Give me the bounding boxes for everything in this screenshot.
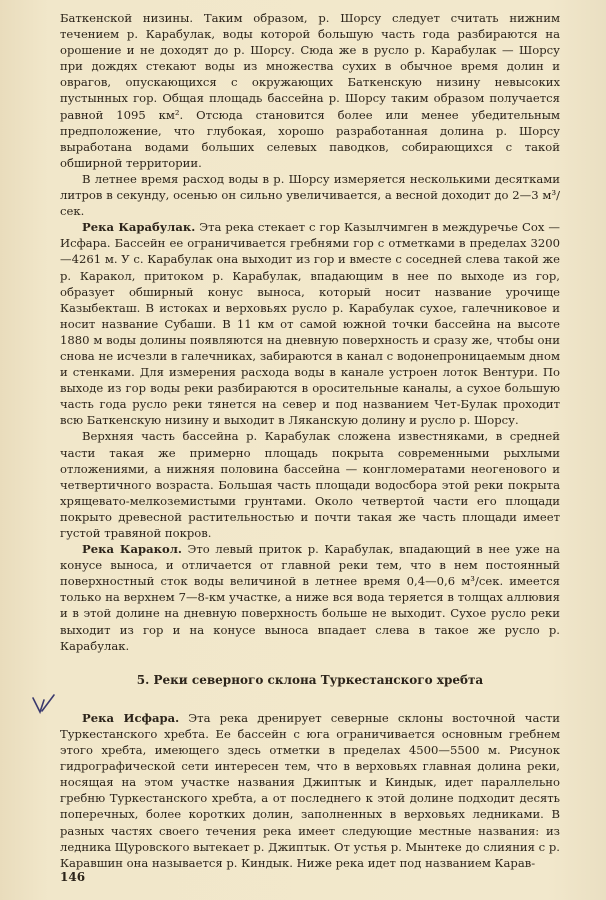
page-number: 146 xyxy=(60,870,86,884)
paragraph-shorsu-2: В летнее время расход воды в р. Шорсу измеряется несколькими десятками литров в секунду, осенью он сильно увеличивается, а весной доходит до 2—3 м³/сек. xyxy=(60,171,560,219)
section-heading: 5. Реки северного склона Туркестанского хребта xyxy=(136,672,484,687)
paragraph-isfara xyxy=(60,710,560,871)
term-isfara: Река Исфара. xyxy=(82,710,180,725)
term-karabulak: Река Карабулак. xyxy=(82,220,196,235)
paragraph-karabulak xyxy=(60,219,560,428)
karabulak-text: Эта река стекает с гор Казылчимген в междуречье Сох — Исфара. Бассейн ее ограничивается гребнями гор с отметками в пределах 3200—4261 м. У с. Карабулак она выходит из гор и вместе с соседней слева такой же р. Каракол, притоком р. Карабулак, впадающим в нее по выходе из гор, образует обширный конус выноса, который носит название урочище Казыбекташ. В истоках и верховьях русло р. Карабулак сухое, галечниковое и носит название Субаши. В 11 км от самой южной точки бассейна на высоте 1880 м воды долины появляются на дневную поверхность и сразу же, чтобы они снова не исчезли в галечниках, забираются в канал с водонепроницаемым дном и стенками. Для измерения расхода воды в канале устроен лоток Вентури. По выходе из гор воды реки разбираются в оросительные каналы, а сухое большую часть года русло реки тянется на север и под названием Чет-Булак проходит всю Баткенскую низину и выходит в Ляканскую долину и русло р. Шорсу. xyxy=(60,220,560,428)
term-karakol: Река Каракол. xyxy=(82,542,182,557)
paragraph-karabulak-geology: Верхняя часть бассейна р. Карабулак сложена известняками, в средней части такая же примерно площадь покрыта современными рыхлыми отложениями, а нижняя половина бассейна — конгломератами неогенового и четвертичного возраста. Большая часть площади водосбора этой реки покрыта хрящевато-мелкоземистыми грунтами. Около четвертой части его площади покрыто древесной растительностью и почти такая же часть площади имеет густой травяной покров. xyxy=(60,429,560,540)
paragraph-shorsu-1: Баткенской низины. Таким образом, р. Шорсу следует считать нижним течением р. Карабулак, воды которой большую часть года разбираются на орошение и не доходят до р. Шорсу. Сюда же в русло р. Карабулак — Шорсу при дождях стекают воды из множества сухих в обычное время долин и оврагов, опускающихся с окружающих Баткенскую низину невысоких пустынных гор. Общая площадь бассейна р. Шорсу таким образом получается равной 1095 км². Отсюда становится более или менее убедительным предположение, что глубокая, хорошо разработанная долина р. Шорсу выработана водами больших селевых паводков, собирающихся с такой обширной территории. xyxy=(60,11,560,170)
paragraph-karakol xyxy=(60,541,560,654)
isfara-text: Эта река дренирует северные склоны восточной части Туркестанского хребта. Ее бассейн с юга ограничивается основным гребнем этого хребта, имеющего здесь отметки в пределах 4500—5500 м. Рисунок гидрографической сети интересен тем, что в верховьях главная долина реки, носящая на этом участке названия Джиптык и Киндык, идет параллельно гребню Туркестанского хребта, а от последнего к этой долине подходит десять поперечных, более коротких долин, заполненных в верховьях ледниками. В разных частях своего течения река имеет следующие местные названия: из ледника Щуровского вытекает р. Джиптык. От устья р. Мынтеке до слияния с р. Каравшин она называется р. Киндык. Ниже река идет под названием Карав- xyxy=(60,710,560,870)
handwritten-check-mark-icon xyxy=(30,692,58,718)
page-body xyxy=(60,10,560,871)
karakol-text: Это левый приток р. Карабулак, впадающий в нее уже на конусе выноса, и отличается от главной реки тем, что в нем постоянный поверхностный сток воды величиной в летнее время 0,4—0,6 м³/сек. имеется только на верхнем 7—8-км участке, а ниже вся вода теряется в толщах аллювия и в этой долине на дневную поверхность больше не выходит. Сухое русло реки выходит из гор и на конусе выноса впадает слева в такое же русло р. Карабулак. xyxy=(60,542,560,653)
